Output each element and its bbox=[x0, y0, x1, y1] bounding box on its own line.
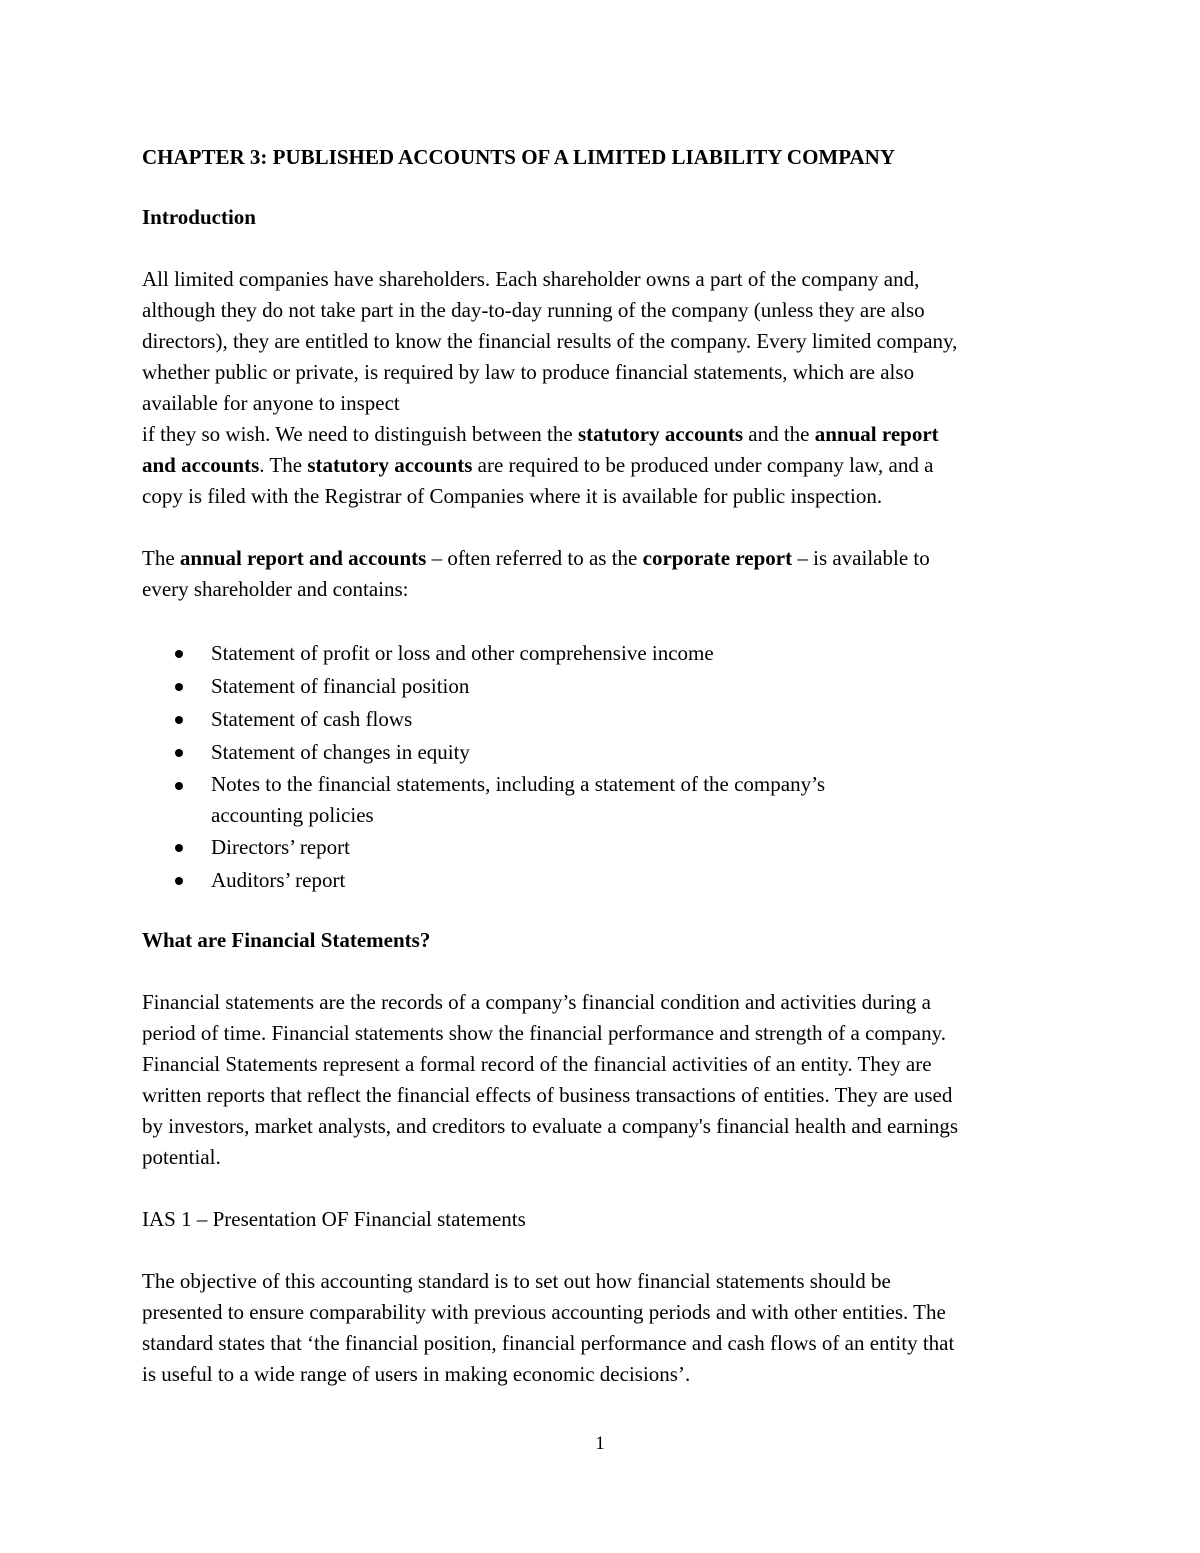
ias-paragraph bbox=[142, 1266, 1067, 1390]
list-item bbox=[142, 703, 1067, 736]
intro-line: available for anyone to inspect bbox=[142, 391, 400, 415]
list-item bbox=[142, 637, 1067, 670]
financial-statements-heading: What are Financial Statements? bbox=[142, 928, 431, 952]
bold-term-and-accounts: and accounts bbox=[142, 453, 260, 477]
paragraph-line: written reports that reflect the financial effects of business transactions of entities. They are used bbox=[142, 1083, 953, 1107]
text-run: and the bbox=[743, 422, 815, 446]
chapter-title: CHAPTER 3: PUBLISHED ACCOUNTS OF A LIMITED LIABILITY COMPANY bbox=[142, 145, 895, 169]
page-content bbox=[142, 142, 1067, 1390]
text-run: – often referred to as the bbox=[426, 546, 643, 570]
list-item-text: Auditors’ report bbox=[211, 868, 346, 892]
list-item-text: Directors’ report bbox=[211, 835, 350, 859]
annual-report-line-1 bbox=[142, 543, 1067, 574]
text-run: – is available to bbox=[792, 546, 930, 570]
paragraph-line: Financial statements are the records of a company’s financial condition and activities during a bbox=[142, 990, 931, 1014]
text-run: if they so wish. We need to distinguish between the bbox=[142, 422, 578, 446]
list-item bbox=[142, 736, 1067, 769]
intro-line: although they do not take part in the day-to-day running of the company (unless they are also bbox=[142, 298, 925, 322]
bold-term-statutory-accounts-2: statutory accounts bbox=[307, 453, 473, 477]
bold-term-annual-report-and-accounts: annual report and accounts bbox=[179, 546, 427, 570]
bold-term-annual-report: annual report bbox=[814, 422, 939, 446]
text-run: are required to be produced under company law, and a bbox=[472, 453, 934, 477]
paragraph-line: potential. bbox=[142, 1145, 221, 1169]
text-run: The bbox=[142, 546, 180, 570]
statutory-line-1 bbox=[142, 419, 1067, 450]
list-item-text: Statement of cash flows bbox=[211, 707, 413, 731]
bullet-icon bbox=[175, 650, 183, 658]
paragraph-line: Financial Statements represent a formal record of the financial activities of an entity. They are bbox=[142, 1052, 932, 1076]
list-item bbox=[142, 769, 1067, 831]
bullet-icon bbox=[175, 749, 183, 757]
paragraph-line: is useful to a wide range of users in making economic decisions’. bbox=[142, 1362, 691, 1386]
list-item bbox=[142, 864, 1067, 897]
paragraph-line: by investors, market analysts, and creditors to evaluate a company's financial health and earnings bbox=[142, 1114, 959, 1138]
financial-statements-paragraph bbox=[142, 987, 1067, 1173]
annual-report-paragraph bbox=[142, 543, 1067, 605]
statutory-line-2 bbox=[142, 450, 1067, 481]
intro-line: directors), they are entitled to know the financial results of the company. Every limited company, bbox=[142, 329, 958, 353]
paragraph-line: period of time. Financial statements show the financial performance and strength of a company. bbox=[142, 1021, 946, 1045]
intro-line: All limited companies have shareholders. Each shareholder owns a part of the company and, bbox=[142, 267, 920, 291]
list-item-text: Statement of changes in equity bbox=[211, 740, 470, 764]
bold-term-statutory-accounts: statutory accounts bbox=[577, 422, 744, 446]
intro-paragraph bbox=[142, 264, 1067, 512]
list-item-text: Statement of financial position bbox=[211, 674, 470, 698]
paragraph-line: standard states that ‘the financial position, financial performance and cash flows of an entity that bbox=[142, 1331, 955, 1355]
bullet-icon bbox=[175, 716, 183, 724]
bullet-icon bbox=[175, 683, 183, 691]
text-run: . The bbox=[259, 453, 308, 477]
paragraph-line: presented to ensure comparability with previous accounting periods and with other entities. The bbox=[142, 1300, 946, 1324]
bullet-icon bbox=[175, 877, 183, 885]
bold-term-corporate-report: corporate report bbox=[642, 546, 793, 570]
list-item-text: Statement of profit or loss and other comprehensive income bbox=[211, 641, 714, 665]
annual-report-line-2: every shareholder and contains: bbox=[142, 577, 409, 601]
bullet-icon bbox=[175, 844, 183, 852]
bullet-icon bbox=[175, 782, 183, 790]
list-item bbox=[142, 670, 1067, 703]
introduction-heading: Introduction bbox=[142, 205, 256, 229]
list-item-text: Notes to the financial statements, including a statement of the company’s bbox=[211, 772, 826, 796]
contents-bullet-list bbox=[142, 637, 1067, 897]
page-number: 1 bbox=[595, 1433, 605, 1454]
list-item-text-continued: accounting policies bbox=[211, 803, 374, 827]
statutory-line-3: copy is filed with the Registrar of Companies where it is available for public inspection. bbox=[142, 484, 883, 508]
ias-heading: IAS 1 – Presentation OF Financial statements bbox=[142, 1207, 526, 1231]
paragraph-line: The objective of this accounting standard is to set out how financial statements should be bbox=[142, 1269, 891, 1293]
intro-line: whether public or private, is required by law to produce financial statements, which are also bbox=[142, 360, 915, 384]
list-item bbox=[142, 831, 1067, 864]
